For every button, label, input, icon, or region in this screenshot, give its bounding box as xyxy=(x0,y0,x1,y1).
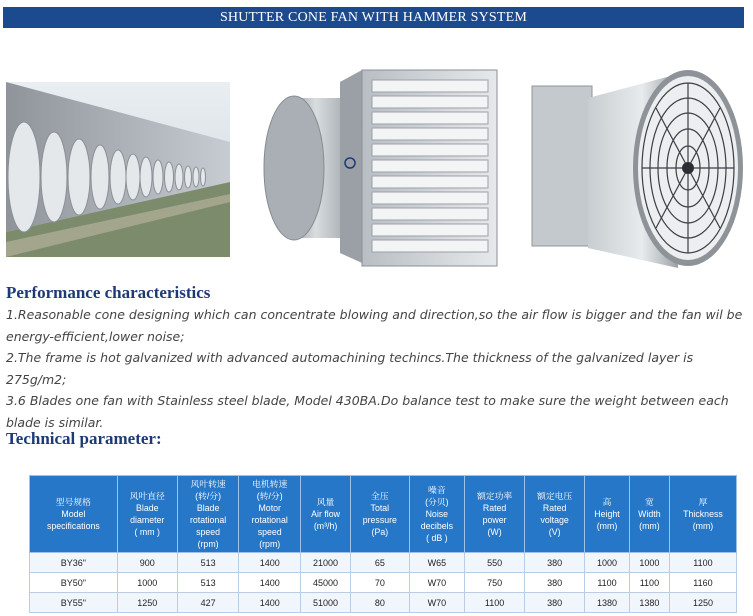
column-header-line: (分贝) xyxy=(425,497,449,507)
column-header xyxy=(239,476,301,553)
performance-line-3: 3.6 Blades one fan with Stainless steel blade, Model 430BA.Do balance test to make sure the weight between each blade is similar. xyxy=(6,393,729,430)
table-header-row xyxy=(30,476,737,553)
table-cell: 51000 xyxy=(301,593,351,613)
column-header-line: Blade xyxy=(136,503,159,513)
table-cell: 513 xyxy=(177,553,239,573)
column-header-line: (Pa) xyxy=(371,527,389,537)
table-cell: 1160 xyxy=(669,573,736,593)
performance-line-1: 1.Reasonable cone designing which can concentrate blowing and direction,so the air flow is bigger and the fan wil be energy-efficient,lower noise; xyxy=(6,307,743,344)
column-header-line: specifications xyxy=(46,521,100,531)
column-header-line: rotational xyxy=(251,515,288,525)
column-header-line: 电机转速 xyxy=(252,479,288,489)
table-cell: 70 xyxy=(351,573,410,593)
performance-text xyxy=(6,304,746,433)
table-cell: 65 xyxy=(351,553,410,573)
column-header xyxy=(177,476,239,553)
column-header-line: (转/分) xyxy=(195,491,222,501)
technical-heading: Technical parameter: xyxy=(6,429,162,448)
column-header-line: (rpm) xyxy=(197,539,219,549)
column-header-line: rotational xyxy=(189,515,227,525)
table-cell: 427 xyxy=(177,593,239,613)
column-header-line: Total xyxy=(370,503,390,513)
column-header-line: (转/分) xyxy=(256,491,283,501)
column-header-line: 厚 xyxy=(698,497,708,507)
table-cell: BY50" xyxy=(30,573,118,593)
table-row xyxy=(30,573,737,593)
column-header-line: Noise xyxy=(425,509,449,519)
column-header-line: (mm) xyxy=(692,521,714,531)
column-header-line: 宽 xyxy=(644,497,654,507)
table-cell: 1250 xyxy=(117,593,177,613)
column-header xyxy=(117,476,177,553)
column-header-line: diameter xyxy=(130,515,165,525)
column-header xyxy=(409,476,464,553)
column-header-line: Model xyxy=(61,509,86,519)
table-cell: 80 xyxy=(351,593,410,613)
column-header-line: ( mm ) xyxy=(134,527,160,537)
column-header xyxy=(351,476,410,553)
column-header xyxy=(585,476,630,553)
column-header-line: (mm) xyxy=(639,521,660,531)
table-cell: 1250 xyxy=(669,593,736,613)
table-cell: 1100 xyxy=(465,593,525,613)
technical-parameter-table xyxy=(29,475,737,613)
table-cell: 1400 xyxy=(239,553,301,573)
performance-line-2: 2.The frame is hot galvanized with advanced automachining techincs.The thickness of the galvanized layer is 275g/m2; xyxy=(6,350,694,387)
column-header-line: (rpm) xyxy=(259,539,281,549)
table-cell: 1400 xyxy=(239,593,301,613)
column-header-line: decibels xyxy=(420,521,453,531)
table-row xyxy=(30,553,737,573)
table-cell: 380 xyxy=(525,573,585,593)
column-header-line: 高 xyxy=(602,497,612,507)
table-cell: 45000 xyxy=(301,573,351,593)
column-header-line: speed xyxy=(196,527,221,537)
column-header-line: Blade xyxy=(196,503,220,513)
column-header-line: Width xyxy=(638,509,661,519)
column-header xyxy=(629,476,669,553)
table-cell: W65 xyxy=(409,553,464,573)
column-header-line: speed xyxy=(257,527,282,537)
column-header-line: Height xyxy=(594,509,620,519)
table-cell: 1380 xyxy=(585,593,630,613)
column-header-line: 噪音 xyxy=(428,485,446,495)
table-cell: 1000 xyxy=(117,573,177,593)
column-header-line: 额定功率 xyxy=(476,491,513,501)
column-header-line: 风叶转速 xyxy=(190,479,226,489)
table-cell: 750 xyxy=(465,573,525,593)
column-header-line: 风量 xyxy=(316,497,335,507)
banner-title: SHUTTER CONE FAN WITH HAMMER SYSTEM xyxy=(3,7,744,28)
column-header-line: (V) xyxy=(548,527,561,537)
column-header-line: Rated xyxy=(542,503,567,513)
table-cell: 21000 xyxy=(301,553,351,573)
table-cell: W70 xyxy=(409,593,464,613)
table-cell: 1100 xyxy=(669,553,736,573)
column-header-line: 额定电压 xyxy=(537,491,573,501)
column-header-line: (W) xyxy=(487,527,502,537)
column-header-line: 全压 xyxy=(371,491,389,501)
table-cell: BY55" xyxy=(30,593,118,613)
column-header-line: voltage xyxy=(540,515,569,525)
table-cell: 550 xyxy=(465,553,525,573)
column-header-line: Motor xyxy=(258,503,281,513)
photo-fan-cone-view xyxy=(528,68,750,278)
column-header xyxy=(525,476,585,553)
column-header xyxy=(465,476,525,553)
column-header-line: Rated xyxy=(482,503,507,513)
column-header-line: (m³/h) xyxy=(313,521,338,531)
table-cell: 513 xyxy=(177,573,239,593)
table-cell: 900 xyxy=(117,553,177,573)
photo-fan-side-view xyxy=(262,68,505,273)
table-cell: 380 xyxy=(525,553,585,573)
column-header-line: ( dB ) xyxy=(426,533,448,543)
column-header-line: 风叶直径 xyxy=(129,491,165,501)
column-header xyxy=(669,476,736,553)
column-header-line: 型号规格 xyxy=(55,497,91,507)
table-body xyxy=(30,553,737,613)
table-row xyxy=(30,593,737,613)
column-header-line: Air flow xyxy=(311,509,340,519)
table-cell: 1000 xyxy=(585,553,630,573)
column-header-line: (mm) xyxy=(596,521,618,531)
performance-heading: Performance characteristics xyxy=(6,283,211,302)
table-cell: 1400 xyxy=(239,573,301,593)
photo-installed-fans xyxy=(6,82,230,257)
table-cell: 380 xyxy=(525,593,585,613)
column-header-line: Thickness xyxy=(683,509,723,519)
table-cell: W70 xyxy=(409,573,464,593)
table-cell: 1100 xyxy=(585,573,630,593)
column-header-line: pressure xyxy=(362,515,397,525)
table-cell: 1100 xyxy=(629,573,669,593)
column-header xyxy=(301,476,351,553)
table-cell: 1000 xyxy=(629,553,669,573)
column-header-line: power xyxy=(482,515,507,525)
table-cell: 1380 xyxy=(629,593,669,613)
column-header xyxy=(30,476,118,553)
table-cell: BY36" xyxy=(30,553,118,573)
